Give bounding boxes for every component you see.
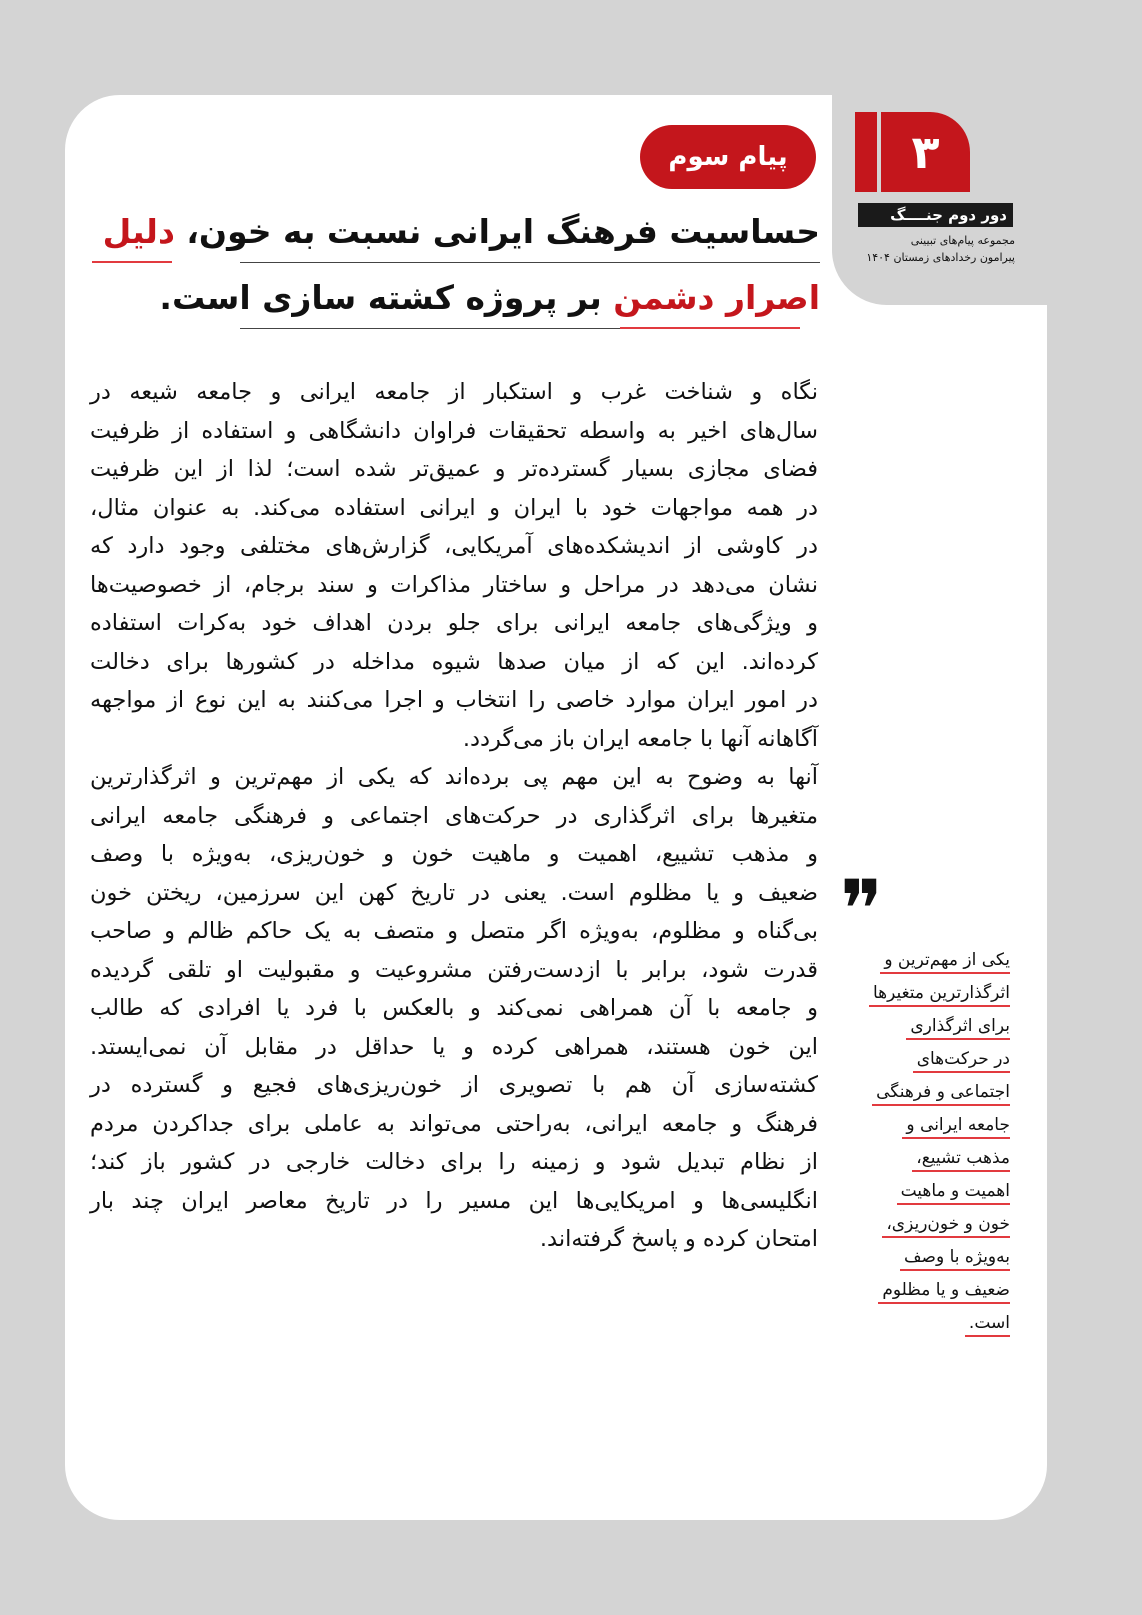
body-line: نگاه و شناخت غرب و استکبار از جامعه ایرانی و جامعه شیعه در <box>90 379 818 405</box>
body-line: آگاهانه آنها با جامعه ایران باز می‌گردد. <box>462 725 818 752</box>
pull-quote-line <box>835 1044 1010 1077</box>
page-title-line-1 <box>103 212 820 251</box>
body-line: نشان می‌دهد در مراحل و ساختار مذاکرات و سند برجام، از خصوصیت‌ها <box>90 571 818 598</box>
title-rule <box>240 262 820 263</box>
body-line: و جامعه با آن همراهی نمی‌کند و بالعکس با فرد یا افرادی که طالب <box>90 995 818 1021</box>
body-line: و مذهب تشییع، اهمیت و ماهیت خون و خون‌ریزی، به‌ویژه با وصف <box>90 841 818 867</box>
body-line: کرده‌اند. این که از میان صدها شیوه مداخله در کشورها برای دخالت <box>90 648 818 675</box>
pull-quote-line <box>835 1308 1010 1341</box>
pull-quote-line <box>835 1275 1010 1308</box>
pull-quote-line <box>835 1209 1010 1242</box>
pull-quote-text: یکی از مهم‌ترین و <box>880 950 1010 974</box>
series-subtitle <box>855 232 1015 266</box>
pull-quote-line <box>835 1176 1010 1209</box>
pull-quote <box>835 945 1010 1341</box>
body-line: و ویژگی‌های جامعه ایرانی برای جلو بردن اهداف خود به‌کرات استفاده <box>90 610 818 636</box>
page-number: ۳ <box>881 112 970 192</box>
pull-quote-text: برای اثرگذاری <box>906 1016 1010 1040</box>
page-title-line-2 <box>159 278 820 317</box>
series-subtitle-2: پیرامون رخدادهای زمستان ۱۴۰۴ <box>866 251 1015 264</box>
pull-quote-line <box>835 1242 1010 1275</box>
body-line: فرهنگ و جامعه ایرانی، به‌راحتی می‌تواند به عاملی برای جداکردن مردم <box>90 1110 818 1137</box>
quote-mark-icon: ❞ <box>840 863 884 956</box>
body-line: در کاوشی از اندیشکده‌های آمریکایی، گزارش‌های مختلفی وجود دارد که <box>90 533 818 559</box>
pull-quote-text: مذهب تشییع، <box>912 1148 1010 1172</box>
title-highlight: اصرار دشمن <box>613 278 820 317</box>
body-line: در امور ایران موارد خاصی را انتخاب و اجرا می‌کنند به این نوع از مواجهه <box>90 687 818 713</box>
body-line: از نظام تبدیل شود و زمینه را برای دخالت خارجی در کشور باز کند؛ <box>90 1149 818 1175</box>
pull-quote-text: جامعه ایرانی و <box>902 1115 1010 1139</box>
body-line: این خون هستند، همراهی کرده و یا حداقل در مقابل آن نمی‌ایستد. <box>90 1033 818 1060</box>
title-text: بر پروژه کشته سازی است. <box>159 278 614 317</box>
title-text: حساسیت فرهنگ ایرانی نسبت به خون، <box>174 212 820 251</box>
pull-quote-line <box>835 978 1010 1011</box>
pull-quote-text: اثرگذارترین متغیرها <box>869 983 1010 1007</box>
message-badge: پیام سوم <box>640 125 816 189</box>
title-rule <box>240 328 620 329</box>
body-line: کشته‌سازی آن هم با تصویری از خون‌ریزی‌های فجیع و گسترده در <box>90 1072 818 1098</box>
body-line: قدرت شود، برابر با ازدست‌رفتن مشروعیت و مقبولیت او تلقی گردیده <box>90 956 818 983</box>
pull-quote-line <box>835 1110 1010 1143</box>
series-subtitle-1: مجموعه پیام‌های تبیینی <box>910 234 1015 247</box>
pull-quote-text: اهمیت و ماهیت <box>897 1181 1010 1205</box>
body-line: آنها به وضوح به این مهم پی برده‌اند که یکی از مهم‌ترین و اثرگذارترین <box>90 764 818 790</box>
body-line: فضای مجازی بسیار گسترده‌تر و عمیق‌تر شده است؛ لذا از این ظرفیت <box>90 456 818 482</box>
pull-quote-text: است. <box>965 1313 1010 1337</box>
article-body <box>90 373 818 1259</box>
pull-quote-text: در حرکت‌های <box>913 1049 1010 1073</box>
body-line: امتحان کرده و پاسخ گرفته‌اند. <box>539 1226 818 1252</box>
pull-quote-line <box>835 1143 1010 1176</box>
series-logo <box>855 112 970 192</box>
body-line: انگلیسی‌ها و امریکایی‌ها این مسیر را در تاریخ معاصر ایران چند بار <box>90 1187 818 1214</box>
pull-quote-line <box>835 945 1010 978</box>
body-line: بی‌گناه و مظلوم، به‌ویژه اگر متصل و متصف به یک حاکم ظالم و صاحب <box>90 918 818 944</box>
body-line: سال‌های اخیر به واسطه تحقیقات فراوان دانشگاهی و استفاده از ظرفیت <box>90 417 818 444</box>
pull-quote-text: به‌ویژه با وصف <box>900 1247 1010 1271</box>
series-title: دور دوم جنــــگ <box>858 203 1013 227</box>
pull-quote-line <box>835 1077 1010 1110</box>
title-rule-red <box>620 327 800 329</box>
pull-quote-text: اجتماعی و فرهنگی <box>872 1082 1010 1106</box>
pull-quote-line <box>835 1011 1010 1044</box>
title-rule-red <box>92 261 172 263</box>
body-line: متغیرها برای اثرگذاری در حرکت‌های اجتماعی و فرهنگی جامعه ایرانی <box>90 802 818 829</box>
title-highlight: دلیل <box>102 212 175 251</box>
pull-quote-text: ضعیف و یا مظلوم <box>878 1280 1010 1304</box>
body-line: ضعیف و یا مظلوم است. یعنی در تاریخ کهن این سرزمین، ریختن خون <box>90 879 818 906</box>
body-line: در همه مواجهات خود با ایران و ایرانی استفاده می‌کند. به عنوان مثال، <box>90 494 818 521</box>
pull-quote-text: خون و خون‌ریزی، <box>882 1214 1010 1238</box>
logo-strip <box>855 112 877 192</box>
